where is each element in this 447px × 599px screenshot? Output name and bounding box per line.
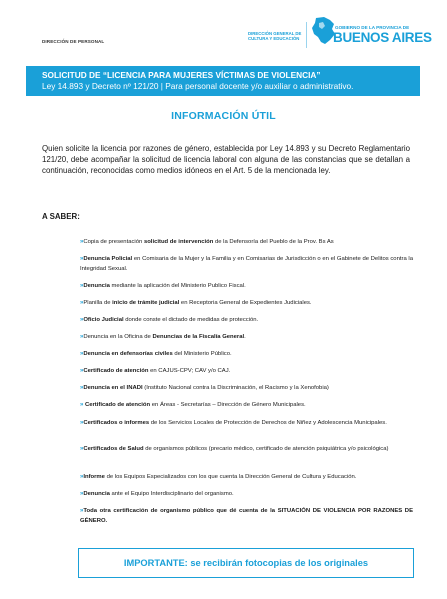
list-item	[80, 472, 413, 482]
bullet-arrow-icon: »	[80, 239, 84, 245]
bullet-arrow-icon: »	[80, 256, 84, 262]
item-text: del Ministerio Público.	[172, 351, 232, 357]
a-saber-label: A SABER:	[42, 212, 80, 221]
bullet-arrow-icon: »	[80, 491, 84, 497]
list-item	[80, 444, 413, 454]
item-text: de organismos públicos (precario médico, certificado de atención psiquiátrica y/o psicológica)	[143, 446, 389, 452]
bullet-arrow-icon: »	[80, 368, 84, 374]
bullet-arrow-icon: »	[80, 402, 84, 408]
item-text: Copia de presentación	[83, 239, 144, 245]
intro-paragraph: Quien solicite la licencia por razones de género, establecida por Ley 14.893 y su Decreto Reglamentario 121/20, debe acompañar la solicitud de licencia laboral con alguna de las constancias que se detallan a continuación, reconocidas como medios idóneos en el Art. 5 de la mencionada ley.	[42, 144, 410, 175]
item-text: en Receptoria General de Expedientes Judiciales.	[179, 300, 312, 306]
list-item	[80, 315, 413, 325]
dgce-label	[248, 31, 304, 41]
item-emphasis: Denuncia en defensorías civiles	[83, 351, 173, 357]
bullet-arrow-icon: »	[80, 283, 84, 289]
item-text: de la Defensoría del Pueblo de la Prov. Bs As	[213, 239, 334, 245]
item-emphasis: solicitud de intervención	[143, 239, 214, 245]
request-title: SOLICITUD DE “LICENCIA PARA MUJERES VÍCTIMAS DE VIOLENCIA”	[42, 70, 321, 80]
item-emphasis: Denuncias de la Fiscalía General	[152, 334, 245, 340]
bullet-arrow-icon: »	[80, 351, 84, 357]
item-text: de los Servicios Locales de Protección de Derechos de Niñez y Adolescencia Municipales.	[149, 420, 387, 426]
bullet-arrow-icon: »	[80, 474, 84, 480]
item-emphasis: Certificado de atención	[83, 368, 149, 374]
list-item	[80, 366, 413, 376]
item-text: mediante la aplicación del Ministerio Publico Fiscal.	[109, 283, 246, 289]
item-text: de los Equipos Especializados con los que cuenta la Dirección General de Cultura y Educación.	[104, 474, 357, 480]
bullet-arrow-icon: »	[80, 420, 84, 426]
item-text: (Instituto Nacional contra la Discriminación, el Racismo y la Xenofobia)	[142, 385, 329, 391]
item-emphasis: Informe	[83, 474, 105, 480]
list-item	[80, 298, 413, 308]
province-name: BUENOS AIRES	[333, 30, 432, 45]
item-emphasis: Certificados o informes	[83, 420, 150, 426]
item-text: ante el Equipo Interdisciplinario del organismo.	[109, 491, 234, 497]
item-emphasis: Certificados de Salud	[83, 446, 144, 452]
item-emphasis: Toda otra certificación de organismo público que dé cuenta de la SITUACIÓN DE VIOLENCIA POR RAZONES DE GÉNERO.	[80, 508, 413, 525]
item-emphasis: Certificado de atención	[84, 402, 151, 408]
dgce-line-2: CULTURA Y EDUCACIÓN	[248, 36, 300, 41]
bullet-arrow-icon: »	[80, 508, 84, 514]
bullet-arrow-icon: »	[80, 334, 84, 340]
item-text: .	[244, 334, 246, 340]
important-notice: IMPORTANTE: se recibirán fotocopias de los originales	[123, 558, 369, 568]
department-label: DIRECCIÓN DE PERSONAL	[42, 39, 105, 44]
list-item	[80, 349, 413, 359]
dgce-line-1: DIRECCIÓN GENERAL DE	[248, 31, 302, 36]
list-item	[80, 281, 413, 291]
bullet-arrow-icon: »	[80, 385, 84, 391]
list-item	[80, 506, 413, 527]
list-item	[80, 237, 413, 247]
item-text: Denuncia en la Oficina de	[83, 334, 153, 340]
list-item	[80, 418, 413, 428]
list-item	[80, 254, 413, 275]
item-emphasis: Denuncia	[83, 491, 110, 497]
request-subtitle: Ley 14.893 y Decreto nº 121/20 | Para personal docente y/o auxiliar o administrativo.	[42, 81, 354, 91]
government-line: GOBIERNO DE LA PROVINCIA DE	[335, 25, 410, 30]
item-emphasis: Oficio Judicial	[83, 317, 124, 323]
list-item	[80, 489, 413, 499]
list-item	[80, 332, 413, 342]
header-divider	[306, 22, 307, 48]
list-item	[80, 400, 413, 410]
item-emphasis: Denuncia Policial	[83, 256, 133, 262]
title-band	[26, 66, 420, 96]
item-emphasis: inicio de trámite judicial	[112, 300, 180, 306]
section-heading: INFORMACIÓN ÚTIL	[171, 110, 276, 122]
bullet-arrow-icon: »	[80, 317, 84, 323]
item-text: en CAJUS-CPV; CAV y/o CAJ.	[148, 368, 231, 374]
important-notice-box	[78, 548, 414, 578]
item-emphasis: Denuncia en el INADI	[83, 385, 143, 391]
item-text: Planilla de	[83, 300, 113, 306]
list-item	[80, 383, 413, 393]
item-emphasis: Denuncia	[83, 283, 110, 289]
item-text: donde conste el dictado de medidas de protección.	[123, 317, 259, 323]
item-text: en Áreas - Secretarías – Dirección de Género Municipales.	[150, 402, 306, 408]
item-text: en Comisaria de la Mujer y la Familia y en Comisarias de Jurisdicción o en el Gabinete de Delitos contra la Integridad Sexual.	[80, 256, 413, 273]
bullet-arrow-icon: »	[80, 300, 84, 306]
bullet-arrow-icon: »	[80, 446, 84, 452]
